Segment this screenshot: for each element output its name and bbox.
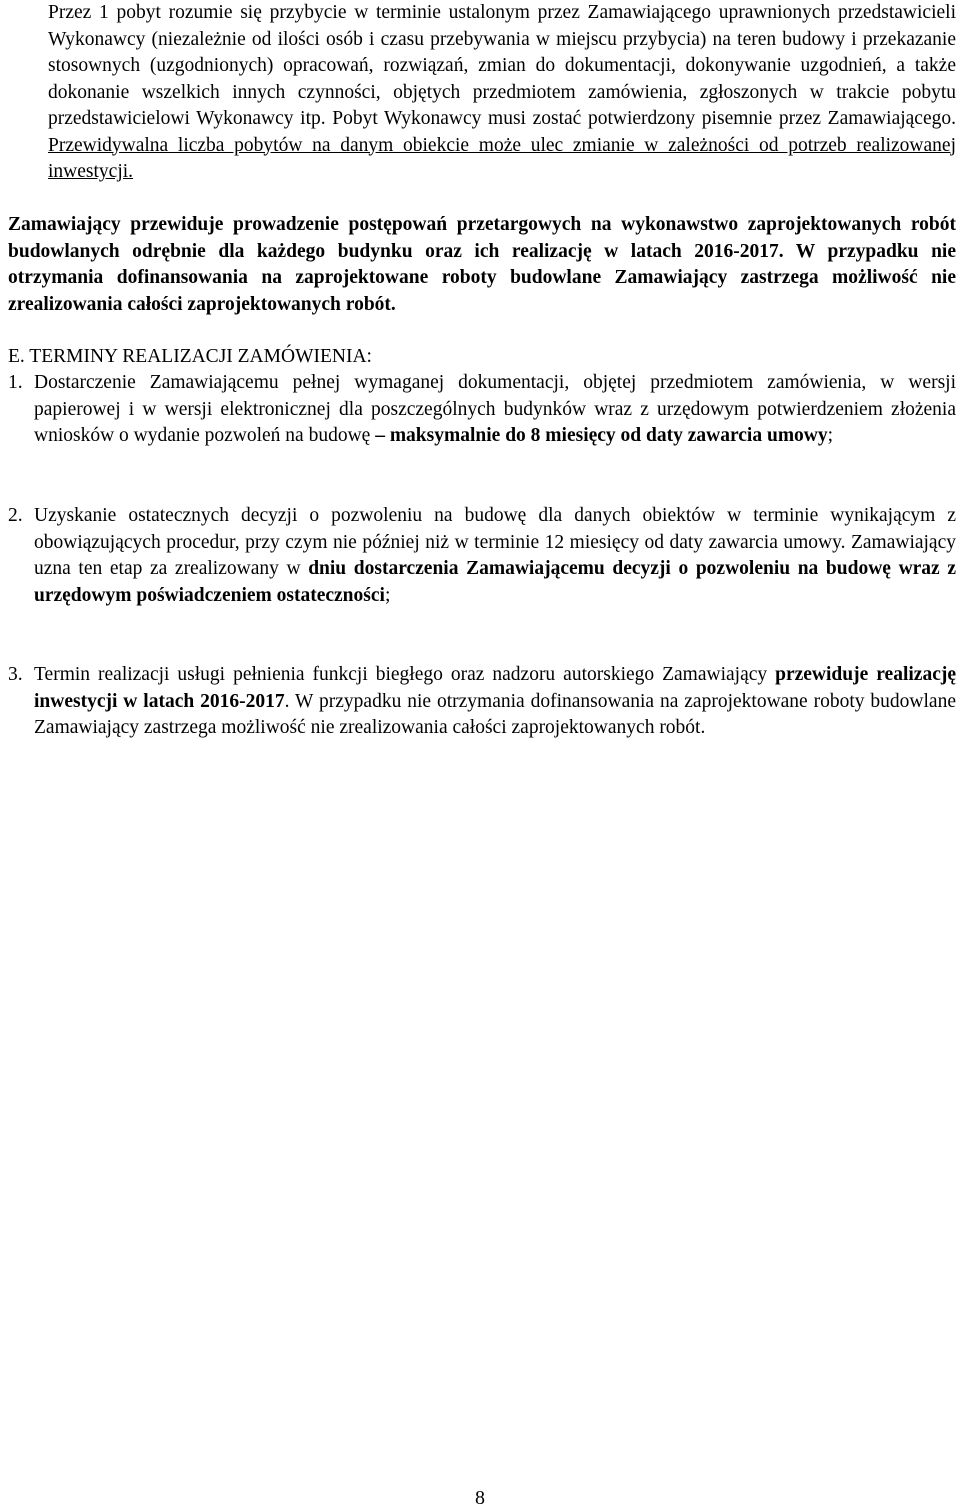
intro-paragraph-underlined-text: Przewidywalna liczba pobytów na danym obiekcie może ulec zmianie w zależności od potrzeb realizowanej inwestycji.	[48, 134, 956, 182]
list-item-text-end: . W przypadku nie otrzymania dofinansowania na zaprojektowane roboty budowlane Zamawiający zastrzega możliwość nie zrealizowania całości zaprojektowanych robót.	[34, 690, 956, 738]
list-item-text-bold: dniu dostarczenia Zamawiającemu decyzji o pozwoleniu na budowę wraz z urzędowym poświadczeniem ostateczności	[34, 558, 956, 606]
list-item-text	[34, 662, 956, 742]
list-item-text-regular: Uzyskanie ostatecznych decyzji o pozwoleniu na budowę dla danych obiektów w terminie wynikającym z obowiązujących procedur, przy czym nie później niż w terminie 12 miesięcy od daty zawarcia umowy. Zamawiający uzna ten etap za zrealizowany w	[34, 505, 956, 579]
list-item-number: 1.	[8, 372, 23, 393]
list-item	[8, 370, 956, 450]
bold-paragraph: Zamawiający przewiduje prowadzenie postępowań przetargowych na wykonawstwo zaprojektowanych robót budowlanych odrębnie dla każdego budynku oraz ich realizację w latach 2016-2017. W przypadku nie otrzymania dofinansowania na zaprojektowane roboty budowlane Zamawiający zastrzega możliwość nie zrealizowania całości zaprojektowanych robót.	[8, 214, 956, 315]
list-item-number: 2.	[8, 505, 23, 526]
list-item-text	[34, 503, 956, 609]
list-item-text-bold: – maksymalnie do 8 miesięcy od daty zawarcia umowy	[375, 425, 828, 446]
list-item	[8, 662, 956, 742]
page-number: 8	[475, 1487, 485, 1509]
list-item-text-regular: Termin realizacji usługi pełnienia funkcji biegłego oraz nadzoru autorskiego Zamawiający	[34, 664, 776, 685]
intro-paragraph-text: Przez 1 pobyt rozumie się przybycie w terminie ustalonym przez Zamawiającego uprawnionych przedstawicieli Wykonawcy (niezależnie od ilości osób i czasu przebywania w miejscu przybycia) na teren budowy i przekazanie stosownych (uzgodnionych) opracowań, rozwiązań, zmian do dokumentacji, dokonywanie uzgodnień, a także dokonanie wszelkich innych czynności, objętych przedmiotem zamówienia, zgłoszonych w trakcie pobytu przedstawicielowi Wykonawcy itp. Pobyt Wykonawcy musi zostać potwierdzony pisemnie przez Zamawiającego.	[48, 2, 956, 129]
list-item-text-end: ;	[384, 584, 391, 606]
list-item-text	[34, 370, 956, 450]
intro-paragraph	[48, 0, 956, 186]
section-heading: E. TERMINY REALIZACJI ZAMÓWIENIA:	[8, 346, 372, 367]
list-item-text-regular: Dostarczenie Zamawiającemu pełnej wymaganej dokumentacji, objętej przedmiotem zamówienia, w wersji papierowej i w wersji elektronicznej dla poszczególnych budynków wraz z urzędowym potwierdzeniem złożenia wniosków o wydanie pozwoleń na budowę	[34, 372, 956, 446]
list-item-text-bold: przewiduje realizację inwestycji w latach 2016-2017	[34, 664, 957, 712]
list-item	[8, 503, 956, 609]
list-item-number: 3.	[8, 664, 23, 685]
list-item-text-end: ;	[827, 425, 834, 446]
